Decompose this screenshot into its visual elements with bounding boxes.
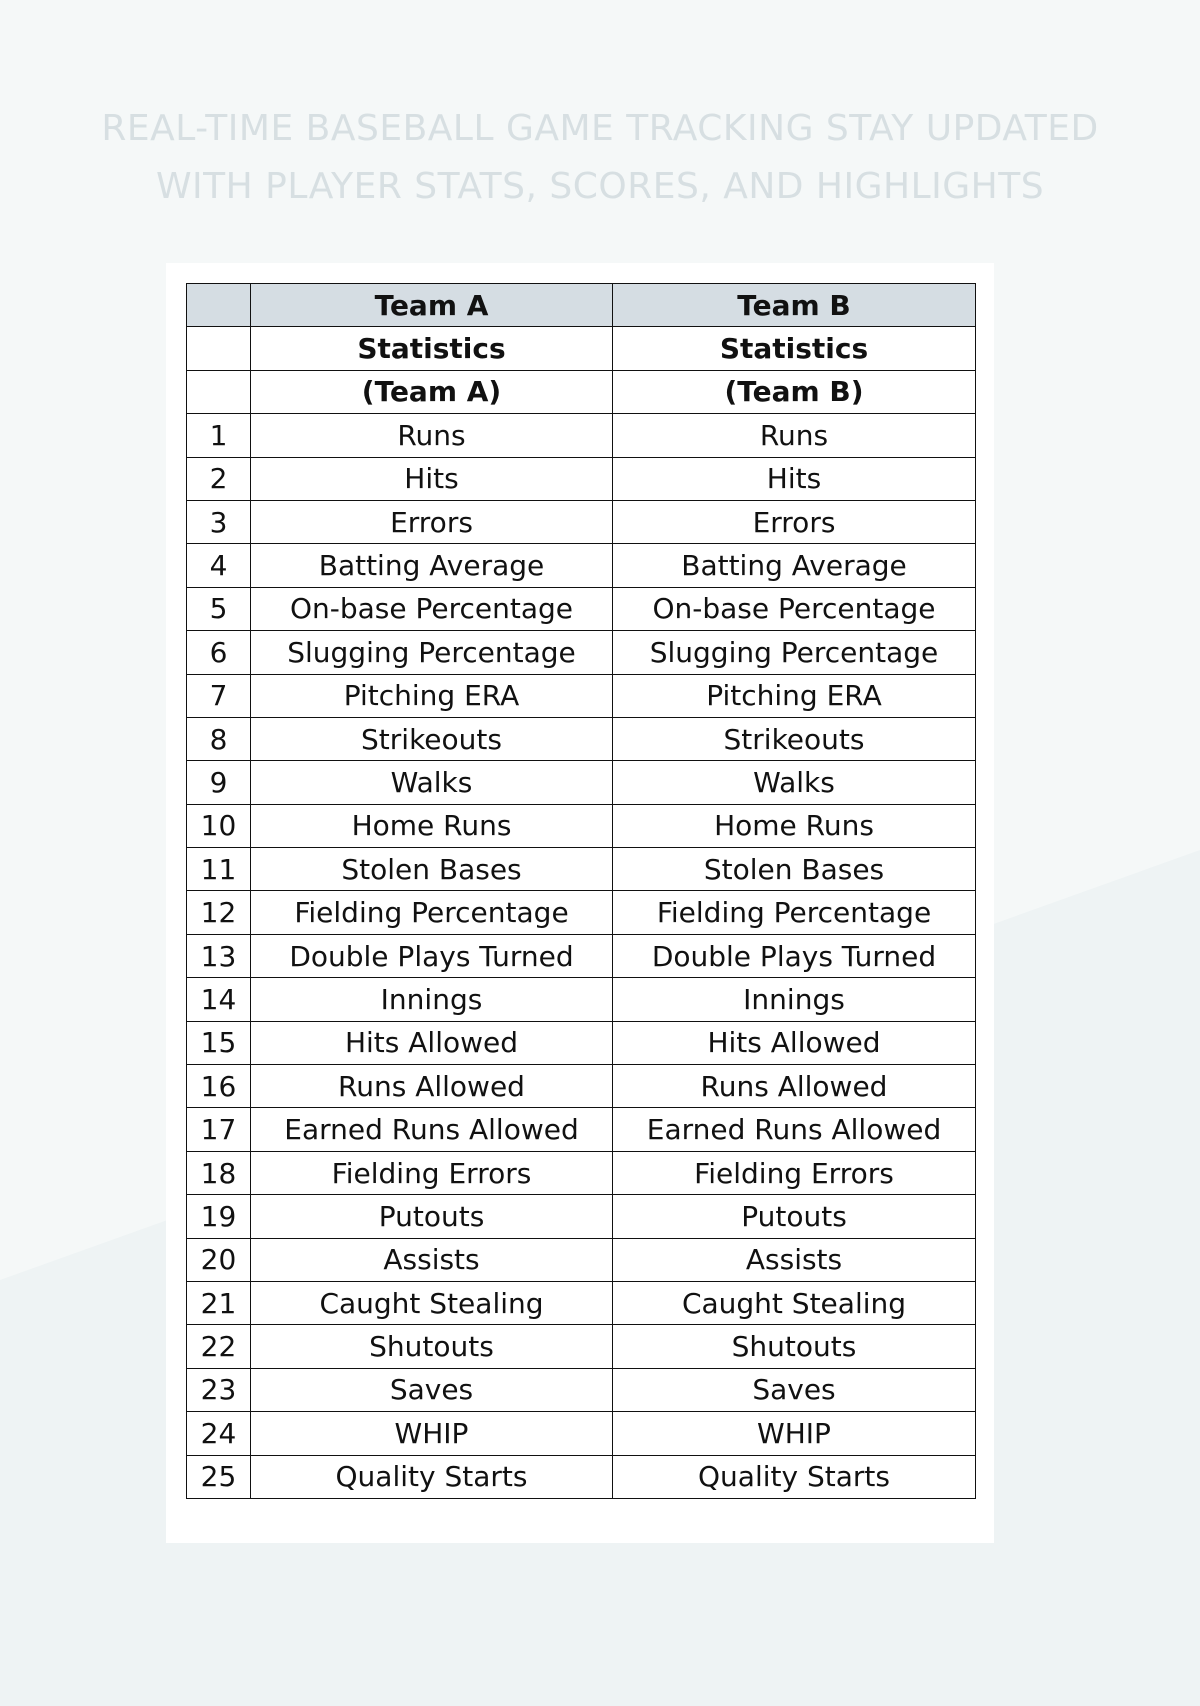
- table-row: [187, 1281, 976, 1324]
- team-a-stat-cell: Stolen Bases: [251, 848, 613, 891]
- row-number-cell: 5: [187, 587, 251, 630]
- team-b-stat-cell: Fielding Errors: [613, 1151, 976, 1194]
- team-b-stat-cell: Batting Average: [613, 544, 976, 587]
- row-number-cell: 1: [187, 414, 251, 457]
- row-number-cell: 23: [187, 1368, 251, 1411]
- table-row: [187, 978, 976, 1021]
- table-header-row: [187, 370, 976, 413]
- team-a-stat-cell: Shutouts: [251, 1325, 613, 1368]
- team-b-stat-cell: Pitching ERA: [613, 674, 976, 717]
- team-b-stat-cell: Stolen Bases: [613, 848, 976, 891]
- table-row: [187, 934, 976, 977]
- table-row: [187, 1412, 976, 1455]
- row-number-cell: 7: [187, 674, 251, 717]
- table-row: [187, 1325, 976, 1368]
- header-team-a-cell: (Team A): [251, 370, 613, 413]
- team-b-stat-cell: Errors: [613, 500, 976, 543]
- header-number-cell: [187, 370, 251, 413]
- table-row: [187, 1368, 976, 1411]
- table-row: [187, 1065, 976, 1108]
- team-a-stat-cell: Walks: [251, 761, 613, 804]
- row-number-cell: 4: [187, 544, 251, 587]
- row-number-cell: 25: [187, 1455, 251, 1498]
- team-b-stat-cell: Caught Stealing: [613, 1281, 976, 1324]
- team-b-stat-cell: Quality Starts: [613, 1455, 976, 1498]
- row-number-cell: 6: [187, 631, 251, 674]
- header-team-b-cell: Statistics: [613, 327, 976, 370]
- table-row: [187, 587, 976, 630]
- table-header-row: [187, 284, 976, 327]
- table-row: [187, 544, 976, 587]
- row-number-cell: 20: [187, 1238, 251, 1281]
- table-row: [187, 457, 976, 500]
- team-b-stat-cell: Runs Allowed: [613, 1065, 976, 1108]
- team-a-stat-cell: On-base Percentage: [251, 587, 613, 630]
- team-a-stat-cell: WHIP: [251, 1412, 613, 1455]
- team-a-stat-cell: Runs Allowed: [251, 1065, 613, 1108]
- header-number-cell: [187, 284, 251, 327]
- row-number-cell: 8: [187, 717, 251, 760]
- row-number-cell: 18: [187, 1151, 251, 1194]
- row-number-cell: 24: [187, 1412, 251, 1455]
- team-b-stat-cell: Home Runs: [613, 804, 976, 847]
- table-row: [187, 1238, 976, 1281]
- row-number-cell: 3: [187, 500, 251, 543]
- team-b-stat-cell: Innings: [613, 978, 976, 1021]
- team-b-stat-cell: Strikeouts: [613, 717, 976, 760]
- team-a-stat-cell: Caught Stealing: [251, 1281, 613, 1324]
- page-title-line-1: REAL-TIME BASEBALL GAME TRACKING STAY UPDATED: [101, 108, 1099, 149]
- team-a-stat-cell: Errors: [251, 500, 613, 543]
- table-row: [187, 1151, 976, 1194]
- team-b-stat-cell: Saves: [613, 1368, 976, 1411]
- team-a-stat-cell: Strikeouts: [251, 717, 613, 760]
- team-a-stat-cell: Hits Allowed: [251, 1021, 613, 1064]
- team-a-stat-cell: Fielding Errors: [251, 1151, 613, 1194]
- table-row: [187, 891, 976, 934]
- team-a-stat-cell: Assists: [251, 1238, 613, 1281]
- row-number-cell: 15: [187, 1021, 251, 1064]
- table-row: [187, 1108, 976, 1151]
- row-number-cell: 2: [187, 457, 251, 500]
- row-number-cell: 11: [187, 848, 251, 891]
- team-a-stat-cell: Earned Runs Allowed: [251, 1108, 613, 1151]
- team-a-stat-cell: Saves: [251, 1368, 613, 1411]
- team-b-stat-cell: Slugging Percentage: [613, 631, 976, 674]
- team-a-stat-cell: Fielding Percentage: [251, 891, 613, 934]
- table-row: [187, 631, 976, 674]
- team-b-stat-cell: Double Plays Turned: [613, 934, 976, 977]
- row-number-cell: 9: [187, 761, 251, 804]
- table-row: [187, 717, 976, 760]
- team-b-stat-cell: WHIP: [613, 1412, 976, 1455]
- table-row: [187, 414, 976, 457]
- team-b-stat-cell: Earned Runs Allowed: [613, 1108, 976, 1151]
- row-number-cell: 17: [187, 1108, 251, 1151]
- team-a-stat-cell: Double Plays Turned: [251, 934, 613, 977]
- stats-table-body: [187, 284, 976, 1499]
- row-number-cell: 21: [187, 1281, 251, 1324]
- header-team-a-cell: Statistics: [251, 327, 613, 370]
- table-header-row: [187, 327, 976, 370]
- team-a-stat-cell: Quality Starts: [251, 1455, 613, 1498]
- stats-table: [186, 283, 976, 1499]
- stats-sheet: [166, 263, 994, 1543]
- row-number-cell: 22: [187, 1325, 251, 1368]
- row-number-cell: 10: [187, 804, 251, 847]
- header-team-b-cell: Team B: [613, 284, 976, 327]
- table-row: [187, 500, 976, 543]
- table-row: [187, 804, 976, 847]
- team-b-stat-cell: Putouts: [613, 1195, 976, 1238]
- team-b-stat-cell: Hits Allowed: [613, 1021, 976, 1064]
- table-row: [187, 1195, 976, 1238]
- page-title: [0, 100, 1200, 216]
- table-row: [187, 1455, 976, 1498]
- header-team-b-cell: (Team B): [613, 370, 976, 413]
- page-title-line-2: WITH PLAYER STATS, SCORES, AND HIGHLIGHTS: [155, 166, 1045, 207]
- header-number-cell: [187, 327, 251, 370]
- row-number-cell: 12: [187, 891, 251, 934]
- table-row: [187, 761, 976, 804]
- row-number-cell: 14: [187, 978, 251, 1021]
- team-b-stat-cell: Fielding Percentage: [613, 891, 976, 934]
- team-b-stat-cell: Hits: [613, 457, 976, 500]
- table-row: [187, 1021, 976, 1064]
- table-row: [187, 848, 976, 891]
- row-number-cell: 16: [187, 1065, 251, 1108]
- team-a-stat-cell: Putouts: [251, 1195, 613, 1238]
- row-number-cell: 19: [187, 1195, 251, 1238]
- team-b-stat-cell: Runs: [613, 414, 976, 457]
- team-b-stat-cell: Shutouts: [613, 1325, 976, 1368]
- team-a-stat-cell: Runs: [251, 414, 613, 457]
- row-number-cell: 13: [187, 934, 251, 977]
- team-b-stat-cell: Walks: [613, 761, 976, 804]
- team-a-stat-cell: Pitching ERA: [251, 674, 613, 717]
- team-a-stat-cell: Slugging Percentage: [251, 631, 613, 674]
- team-a-stat-cell: Hits: [251, 457, 613, 500]
- team-a-stat-cell: Innings: [251, 978, 613, 1021]
- table-row: [187, 674, 976, 717]
- team-b-stat-cell: On-base Percentage: [613, 587, 976, 630]
- header-team-a-cell: Team A: [251, 284, 613, 327]
- team-b-stat-cell: Assists: [613, 1238, 976, 1281]
- team-a-stat-cell: Home Runs: [251, 804, 613, 847]
- team-a-stat-cell: Batting Average: [251, 544, 613, 587]
